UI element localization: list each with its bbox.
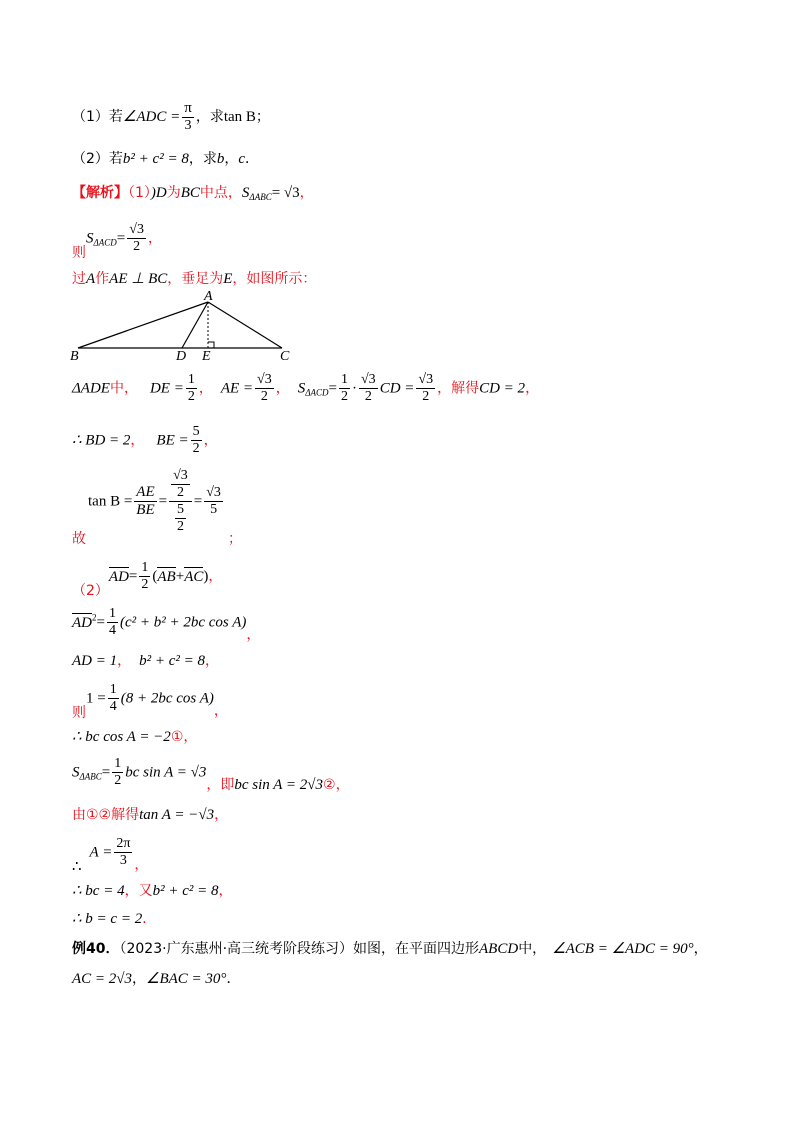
question-part-2: （2）若b² + c² = 8，求b，c． [72,151,259,167]
q1-fraction: $\frac{\pi}{3}$ [184,100,192,134]
example-label: 例40． [72,941,120,957]
solution-line-7: 故 ； [72,531,242,547]
q2-condition: b² + c² = 8 [122,151,189,167]
example-40-line-1: 例40．（2023·广东惠州·高三统考阶段练习）如图，在平面四边形ABCD中， ∠ACB = ∠ADC = 90°， [72,941,708,957]
label-a: A [204,289,213,304]
label-d: D [176,349,187,364]
solution-line-11: 则1 = $\frac{1}{4}$ (8 + 2bc cos A)， [72,682,228,721]
solution-line-3: 过A作AE ⊥ BC，垂足为E，如图所示： [72,271,317,287]
segment-ac [208,302,282,348]
solution-line-4: ΔADE中， DE = $\frac{1}{2}$ ， AE = $\frac{√3}{2}$ ， $S_{\Delta ACD}=$ $\frac{1}{2}$ · $\frac{√3}{2}$ CD = $\frac{√3}{2}$ ，解得CD = 2， [72,372,540,405]
solution-line-6: tan B = $\frac{AE}{BE}$ = $\frac{\frac{√3}{2}}{\frac{5}{2}}$ = $\frac{√3}{5}$ [88,468,221,535]
q1-label: （1）若 [72,109,123,126]
solution-line-13: $S_{\Delta ABC}=$ $\frac{1}{2}$ bc sin A = √3，即bc sin A = 2√3②， [72,756,350,793]
label-e: E [202,349,211,364]
question-part-1: （1）若∠ADC = $\frac{\pi}{3}$ ，求tan B； [72,100,270,134]
solution-line-14: 由①②解得tan A = −√3， [72,807,229,823]
segment-ad [182,302,208,348]
segment-ab [78,302,208,348]
solution-line-1: 【解析】（1）)D为BC中点，$S_{\Delta ABC}= √3$， [72,185,314,202]
solution-line-8: （2）AD= $\frac{1}{2}$ (AB+AC)， [72,560,223,599]
q1-condition: ∠ADC = [122,109,181,126]
solution-line-5: ∴ BD = 2， BE = $\frac{5}{2}$ ， [72,424,218,457]
solution-line-17: ∴ b = c = 2． [72,911,157,927]
example-40-line-2: AC = 2√3，∠BAC = 30°． [72,971,241,987]
label-c: C [280,349,290,364]
solution-line-15: ∴A = $\frac{2\pi}{3}$ ， [72,836,149,875]
right-angle-mark [208,342,214,348]
solution-line-9: $AD^2=$ $\frac{1}{4}$ (c² + b² + 2bc cos A)， [72,606,261,643]
solution-line-2: 则$S_{\Delta ACD}=$ $\frac{√3}{2}$ ， [72,222,162,261]
q1-target: tan B [223,109,256,126]
triangle-figure [70,288,300,364]
solution-tag: 【解析】 [72,185,128,201]
solution-line-16: ∴ bc = 4，又b² + c² = 8， [72,883,233,899]
label-b: B [70,349,79,364]
solution-line-10: AD = 1， b² + c² = 8， [72,653,220,669]
solution-line-12: ∴ bc cos A = −2①， [72,729,198,745]
